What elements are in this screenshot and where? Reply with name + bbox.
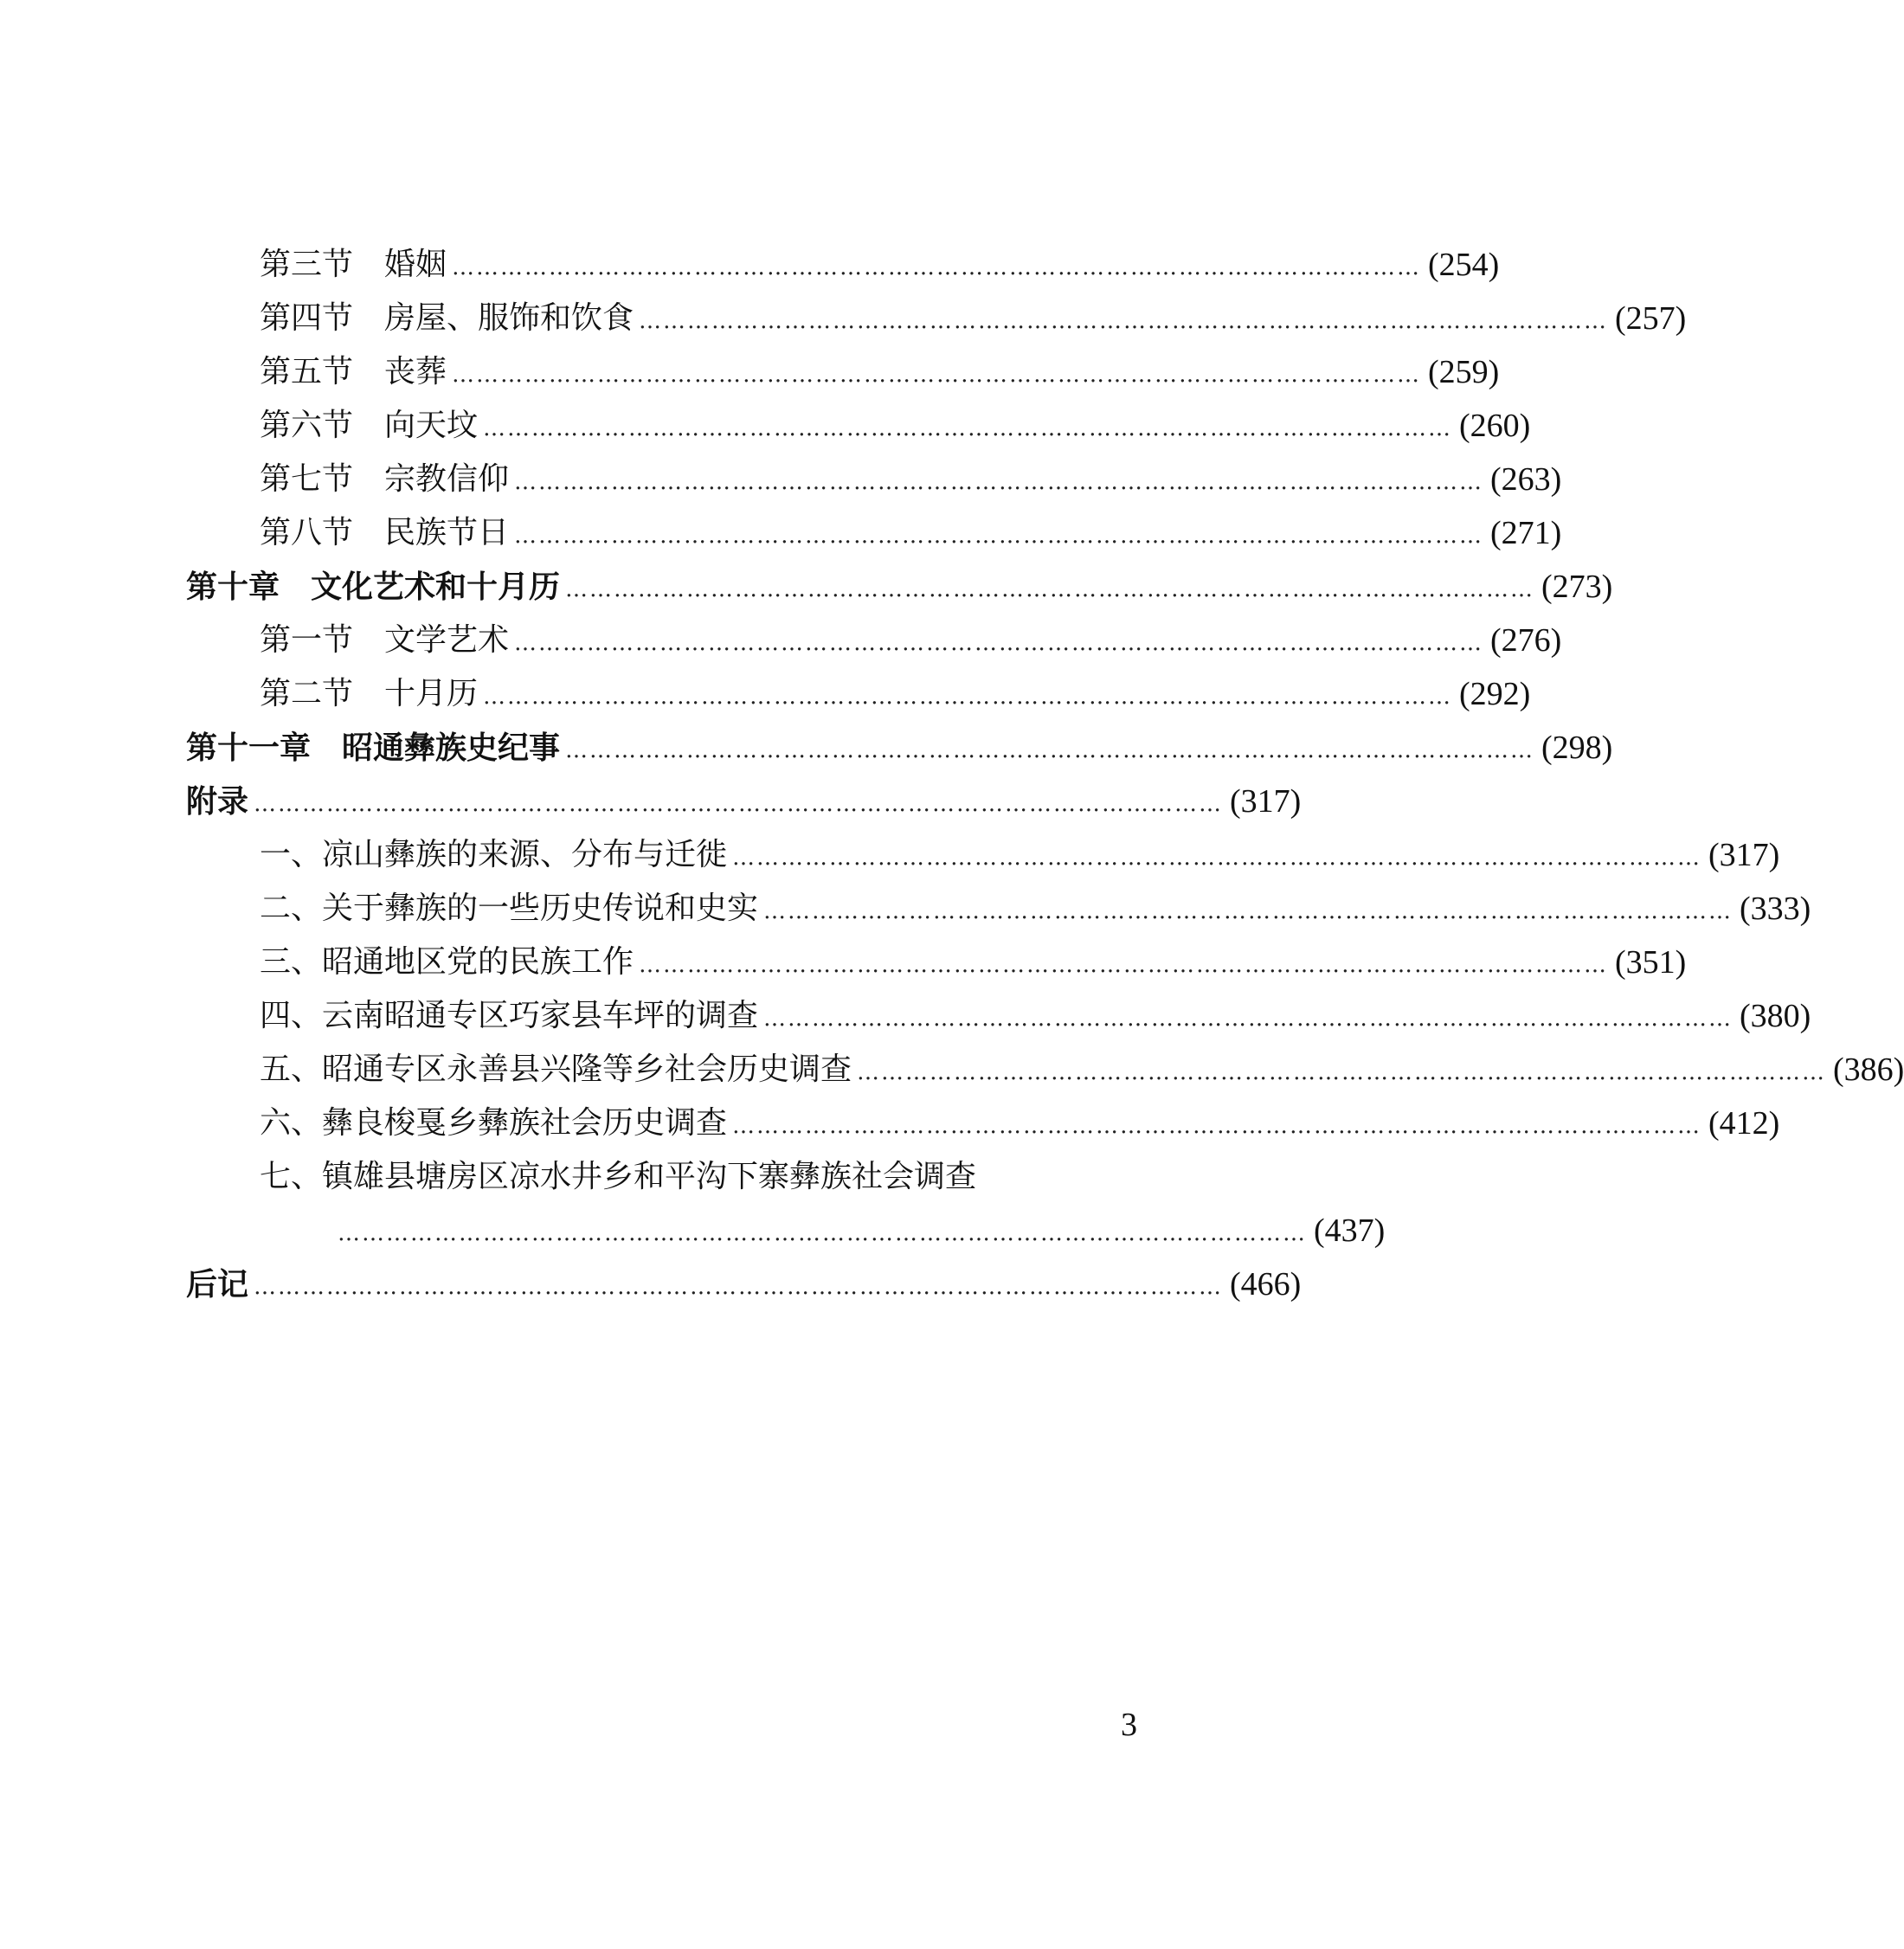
toc-entry-label: 二、关于彝族的一些历史传说和史实 bbox=[260, 891, 759, 926]
toc-entry-label: 四、云南昭通专区巧家县车坪的调查 bbox=[260, 998, 759, 1033]
dot-leader: ………………………………………………………………………………………………………… bbox=[639, 952, 1609, 978]
toc-entry-page: (437) bbox=[1314, 1212, 1386, 1249]
dot-leader: ………………………………………………………………………………………………………… bbox=[857, 1059, 1827, 1085]
dot-leader: ………………………………………………………………………………………………………… bbox=[452, 254, 1422, 280]
toc-entry-label: 第七节 宗教信仰 bbox=[260, 461, 510, 497]
dot-leader: ………………………………………………………………………………………………………… bbox=[483, 415, 1453, 441]
toc-entry-page: (254) bbox=[1428, 247, 1500, 283]
toc-entry-label: 七、镇雄县塘房区凉水井乡和平沟下寨彝族社会调查 bbox=[260, 1159, 977, 1194]
toc-entry[interactable] bbox=[260, 1099, 1780, 1148]
toc-entry-label: 第六节 向天坟 bbox=[260, 408, 479, 443]
toc-entry-label: 第五节 丧葬 bbox=[260, 354, 447, 389]
toc-entry-label: 第三节 婚姻 bbox=[260, 247, 447, 282]
toc-entry-page: (351) bbox=[1615, 944, 1687, 981]
toc-chapter-entry[interactable] bbox=[186, 724, 1613, 772]
toc-entry-label: 第四节 房屋、服饰和饮食 bbox=[260, 300, 634, 336]
toc-entry-page: (317) bbox=[1708, 837, 1780, 873]
toc-chapter-entry[interactable] bbox=[186, 777, 1302, 826]
dot-leader: ………………………………………………………………………………………………………… bbox=[565, 737, 1535, 763]
toc-chapter-entry[interactable] bbox=[186, 1260, 1302, 1309]
page-number: 3 bbox=[1121, 1707, 1137, 1743]
toc-entry[interactable] bbox=[260, 241, 1500, 289]
toc-entry[interactable] bbox=[260, 509, 1562, 557]
toc-entry-label: 后记 bbox=[186, 1266, 249, 1303]
toc-entry[interactable] bbox=[260, 670, 1531, 718]
toc-entry-page: (276) bbox=[1490, 622, 1562, 659]
toc-entry[interactable] bbox=[260, 992, 1811, 1040]
toc-entry-label: 三、昭通地区党的民族工作 bbox=[260, 944, 634, 980]
toc-entry-page: (271) bbox=[1490, 515, 1562, 551]
toc-entry[interactable] bbox=[260, 831, 1780, 879]
toc-entry-page: (412) bbox=[1708, 1105, 1780, 1142]
dot-leader: ………………………………………………………………………………………………………… bbox=[763, 1006, 1734, 1032]
dot-leader: ………………………………………………………………………………………………………… bbox=[514, 469, 1484, 495]
dot-leader: ………………………………………………………………………………………………………… bbox=[732, 1113, 1702, 1139]
toc-entry-page: (292) bbox=[1459, 676, 1531, 712]
toc-entry[interactable] bbox=[260, 402, 1531, 450]
toc-entry-page: (259) bbox=[1428, 354, 1500, 390]
toc-entry-page: (333) bbox=[1740, 891, 1811, 927]
toc-entry-page: (257) bbox=[1615, 300, 1687, 337]
toc-entry-label: 第二节 十月历 bbox=[260, 676, 479, 711]
toc-entry-label: 六、彝良梭戛乡彝族社会历史调查 bbox=[260, 1105, 728, 1141]
dot-leader: ………………………………………………………………………………………………………… bbox=[338, 1220, 1307, 1246]
dot-leader: ………………………………………………………………………………………………………… bbox=[483, 684, 1453, 710]
toc-entry-page: (298) bbox=[1541, 730, 1613, 766]
dot-leader: ………………………………………………………………………………………………………… bbox=[639, 308, 1609, 334]
toc-entry[interactable] bbox=[260, 294, 1687, 343]
toc-entry[interactable] bbox=[260, 1045, 1904, 1094]
dot-leader: ………………………………………………………………………………………………………… bbox=[763, 898, 1734, 924]
dot-leader: ………………………………………………………………………………………………………… bbox=[452, 362, 1422, 388]
toc-entry[interactable] bbox=[260, 348, 1500, 396]
toc-entry-page: (466) bbox=[1230, 1266, 1302, 1303]
toc-entry-page: (263) bbox=[1490, 461, 1562, 498]
dot-leader: ………………………………………………………………………………………………………… bbox=[732, 845, 1702, 871]
dot-leader: ………………………………………………………………………………………………………… bbox=[514, 523, 1484, 549]
toc-entry-label: 五、昭通专区永善县兴隆等乡社会历史调查 bbox=[260, 1052, 852, 1087]
toc-entry-label: 第十章 文化艺术和十月历 bbox=[186, 569, 561, 605]
toc-entry-label: 第一节 文学艺术 bbox=[260, 622, 510, 658]
dot-leader: ………………………………………………………………………………………………………… bbox=[254, 1274, 1224, 1300]
toc-entry-page: (317) bbox=[1230, 783, 1302, 820]
toc-entry-page: (386) bbox=[1833, 1052, 1904, 1088]
toc-entry[interactable] bbox=[260, 616, 1562, 665]
toc-entry[interactable] bbox=[260, 455, 1562, 504]
toc-entry-label: 一、凉山彝族的来源、分布与迁徙 bbox=[260, 837, 728, 872]
dot-leader: ………………………………………………………………………………………………………… bbox=[254, 791, 1224, 817]
dot-leader: ………………………………………………………………………………………………………… bbox=[514, 630, 1484, 656]
toc-entry-label: 附录 bbox=[186, 783, 249, 820]
toc-chapter-entry[interactable] bbox=[186, 563, 1613, 611]
toc-entry-page: (260) bbox=[1459, 408, 1531, 444]
toc-entry-wrapped-page[interactable] bbox=[338, 1206, 1386, 1255]
toc-entry[interactable] bbox=[260, 938, 1687, 987]
dot-leader: ………………………………………………………………………………………………………… bbox=[565, 576, 1535, 602]
toc-entry-wrapped-title[interactable] bbox=[260, 1153, 1177, 1201]
toc-entry-label: 第八节 民族节日 bbox=[260, 515, 510, 550]
toc-entry-page: (273) bbox=[1541, 569, 1613, 605]
toc-entry-page: (380) bbox=[1740, 998, 1811, 1034]
toc-entry-label: 第十一章 昭通彝族史纪事 bbox=[186, 730, 561, 766]
toc-entry[interactable] bbox=[260, 884, 1811, 933]
